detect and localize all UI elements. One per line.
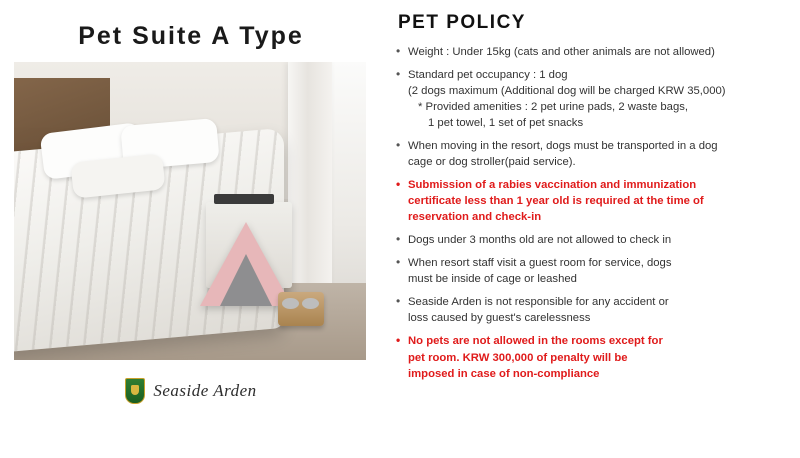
policy-item-line: loss caused by guest's carelessness: [408, 312, 591, 325]
brand-logo: [0, 378, 382, 404]
pet-tent-opening: [220, 254, 272, 306]
policy-item-line: • Dogs under 3 months old are not allowed to check in: [408, 234, 672, 247]
policy-item: [394, 232, 790, 248]
policy-item-line: • Weight : Under 15kg (cats and other animals are not allowed): [408, 46, 715, 58]
policy-item-line: reservation and check-in: [408, 211, 542, 224]
policy-item-line: • No pets are not allowed in the rooms except for: [408, 335, 663, 348]
brand-name: Seaside Arden: [153, 381, 257, 400]
left-panel: [0, 0, 382, 458]
policy-item: [394, 67, 790, 131]
policy-title: PET POLICY: [398, 12, 526, 33]
policy-item-line: * Provided amenities : 2 pet urine pads, 2 waste bags,: [418, 101, 689, 114]
policy-item: [394, 44, 790, 60]
curtain: [288, 62, 332, 312]
policy-item-line: (2 dogs maximum (Additional dog will be charged KRW 35,000): [408, 85, 726, 98]
policy-item: [394, 294, 790, 326]
policy-item-line: cage or dog stroller(paid service).: [408, 156, 576, 169]
page-title: Pet Suite A Type: [78, 22, 304, 50]
right-panel: [382, 0, 800, 458]
pet-bowls: [278, 292, 324, 326]
policy-item-line: • Submission of a rabies vaccination and immunization: [408, 179, 697, 192]
policy-list: [394, 44, 790, 382]
policy-item: [394, 138, 790, 170]
policy-item-line: • When moving in the resort, dogs must be transported in a dog: [408, 140, 718, 153]
policy-item-line: pet room. KRW 300,000 of penalty will be: [408, 351, 628, 364]
policy-item: [394, 333, 790, 381]
policy-item: [394, 255, 790, 287]
policy-item-line: 1 pet towel, 1 set of pet snacks: [428, 117, 584, 130]
policy-item-line: • When resort staff visit a guest room for service, dogs: [408, 257, 672, 270]
policy-item-line: certificate less than 1 year old is required at the time of: [408, 195, 704, 208]
policy-item-line: • Seaside Arden is not responsible for any accident or: [408, 296, 669, 309]
policy-item-line: must be inside of cage or leashed: [408, 273, 577, 286]
policy-item-line: • Standard pet occupancy : 1 dog: [408, 69, 568, 82]
policy-item: [394, 177, 790, 225]
room-photo: [14, 62, 366, 360]
room-photo-image: [14, 62, 366, 360]
crest-icon: [125, 378, 145, 404]
policy-item-line: imposed in case of non-compliance: [408, 367, 600, 380]
